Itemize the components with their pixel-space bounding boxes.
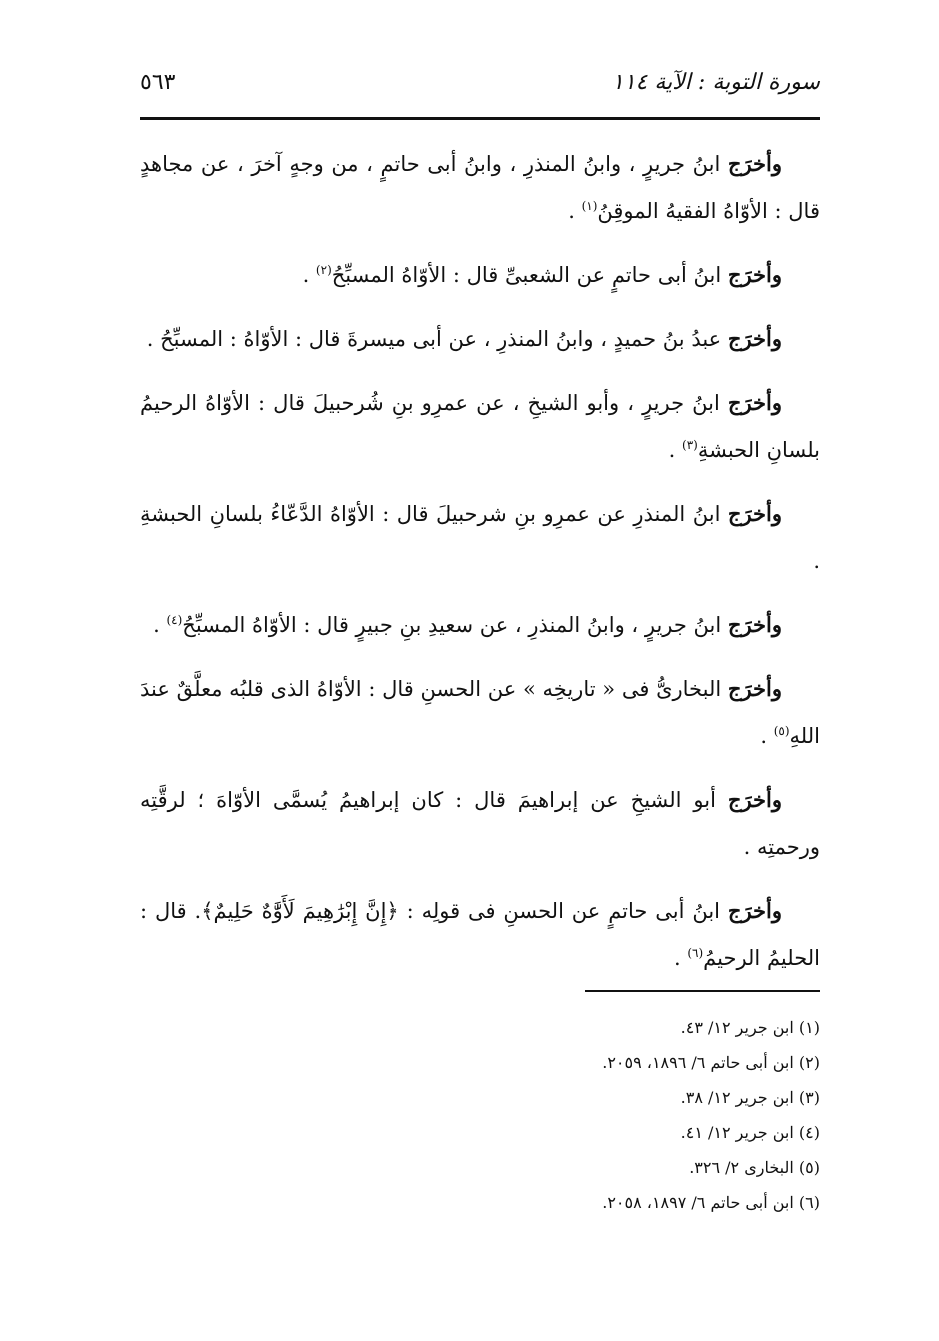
paragraph-lead: وأخرَج (727, 262, 782, 287)
paragraph-lead: وأخرَج (727, 326, 782, 351)
footnote: (٣) ابن جرير ١٢/ ٣٨. (680, 1088, 820, 1107)
footnote-marker: (٢) (315, 263, 332, 277)
paragraph-end: . (760, 724, 774, 748)
paragraph-lead: وأخرَج (727, 390, 782, 415)
footnote: (٦) ابن أبى حاتم ٦/ ١٨٩٧، ٢٠٥٨. (602, 1193, 820, 1212)
paragraph-text: ابنُ جريرٍ ، وأبو الشيخِ ، عن عمرِو بنِ شُرحبيلَ قال : الأوّاهُ الرحيمُ بلسانِ الحبشةِ (140, 391, 820, 462)
paragraph (140, 315, 820, 363)
paragraph-text: ابنُ جريرٍ ، وابنُ المنذرِ ، وابنُ أبى حاتمٍ ، من وجهٍ آخرَ ، عن مجاهدٍ قال : الأوّاهُ الفقيهُ الموقِنُ (140, 152, 820, 223)
paragraph (140, 887, 820, 982)
paragraph-text: ابنُ أبى حاتمٍ عن الحسنِ فى قولِه : ﴿إِنَّ إِبْرَٰهِيمَ لَأَوَّٰهٌ حَلِيمٌ﴾. قال : الحليمُ الرحيمُ (140, 899, 820, 970)
footnote: (١) ابن جرير ١٢/ ٤٣. (680, 1018, 820, 1037)
paragraph-text: عبدُ بنُ حميدٍ ، وابنُ المنذرِ ، عن أبى ميسرةَ قال : الأوّاهُ : المسبِّحُ . (146, 327, 728, 351)
paragraph (140, 251, 820, 299)
paragraph-text: ابنُ المنذرِ عن عمرِو بنِ شرحبيلَ قال : الأوّاهُ الدَّعّاءُ بلسانِ الحبشةِ . (140, 502, 820, 573)
paragraph-end: . (302, 263, 316, 287)
header-rule (140, 117, 820, 120)
paragraph-lead: وأخرَج (727, 676, 782, 701)
paragraph (140, 601, 820, 649)
footnotes (140, 1010, 820, 1220)
running-title: سورة التوبة : الآية ١١٤ (611, 70, 820, 95)
paragraph (140, 776, 820, 871)
footnote-marker: (٣) (682, 438, 698, 452)
paragraph (140, 490, 820, 585)
footnote-rule (585, 990, 820, 992)
body-text (140, 140, 820, 998)
paragraph-lead: وأخرَج (727, 612, 782, 637)
paragraph-end: . (673, 946, 688, 970)
footnote-marker: (١) (581, 199, 598, 213)
paragraph (140, 140, 820, 235)
page-header (140, 62, 820, 112)
paragraph-text: ابنُ أبى حاتمٍ عن الشعبىِّ قال : الأوّاهُ المسبِّحُ (331, 263, 728, 287)
paragraph (140, 665, 820, 760)
paragraph-lead: وأخرَج (727, 501, 782, 526)
page-number: ٥٦٣ (140, 70, 176, 95)
paragraph-end: . (668, 438, 683, 462)
footnote: (٢) ابن أبى حاتم ٦/ ١٨٩٦، ٢٠٥٩. (602, 1053, 820, 1072)
paragraph-text: البخارىُّ فى « تاريخِه » عن الحسنِ قال : الأوّاهُ الذى قلبُه معلَّقٌ عندَ اللهِ (140, 677, 820, 748)
footnote-marker: (٦) (687, 946, 704, 960)
paragraph-end: . (153, 613, 167, 637)
paragraph-lead: وأخرَج (727, 787, 782, 812)
paragraph-lead: وأخرَج (727, 898, 782, 923)
footnote-marker: (٤) (166, 613, 183, 627)
paragraph (140, 379, 820, 474)
paragraph-lead: وأخرَج (727, 151, 782, 176)
paragraph-text: أبو الشيخِ عن إبراهيمَ قال : كان إبراهيمُ يُسمَّى الأوّاهَ ؛ لرقَّتِه ورحمتِه . (140, 788, 820, 859)
footnote: (٤) ابن جرير ١٢/ ٤١. (680, 1123, 820, 1142)
footnote: (٥) البخارى ٢/ ٣٢٦. (689, 1158, 820, 1177)
paragraph-text: ابنُ جريرٍ ، وابنُ المنذرِ ، عن سعيدِ بنِ جبيرٍ قال : الأوّاهُ المسبِّحُ (182, 613, 728, 637)
footnote-marker: (٥) (773, 724, 790, 738)
paragraph-end: . (568, 199, 582, 223)
